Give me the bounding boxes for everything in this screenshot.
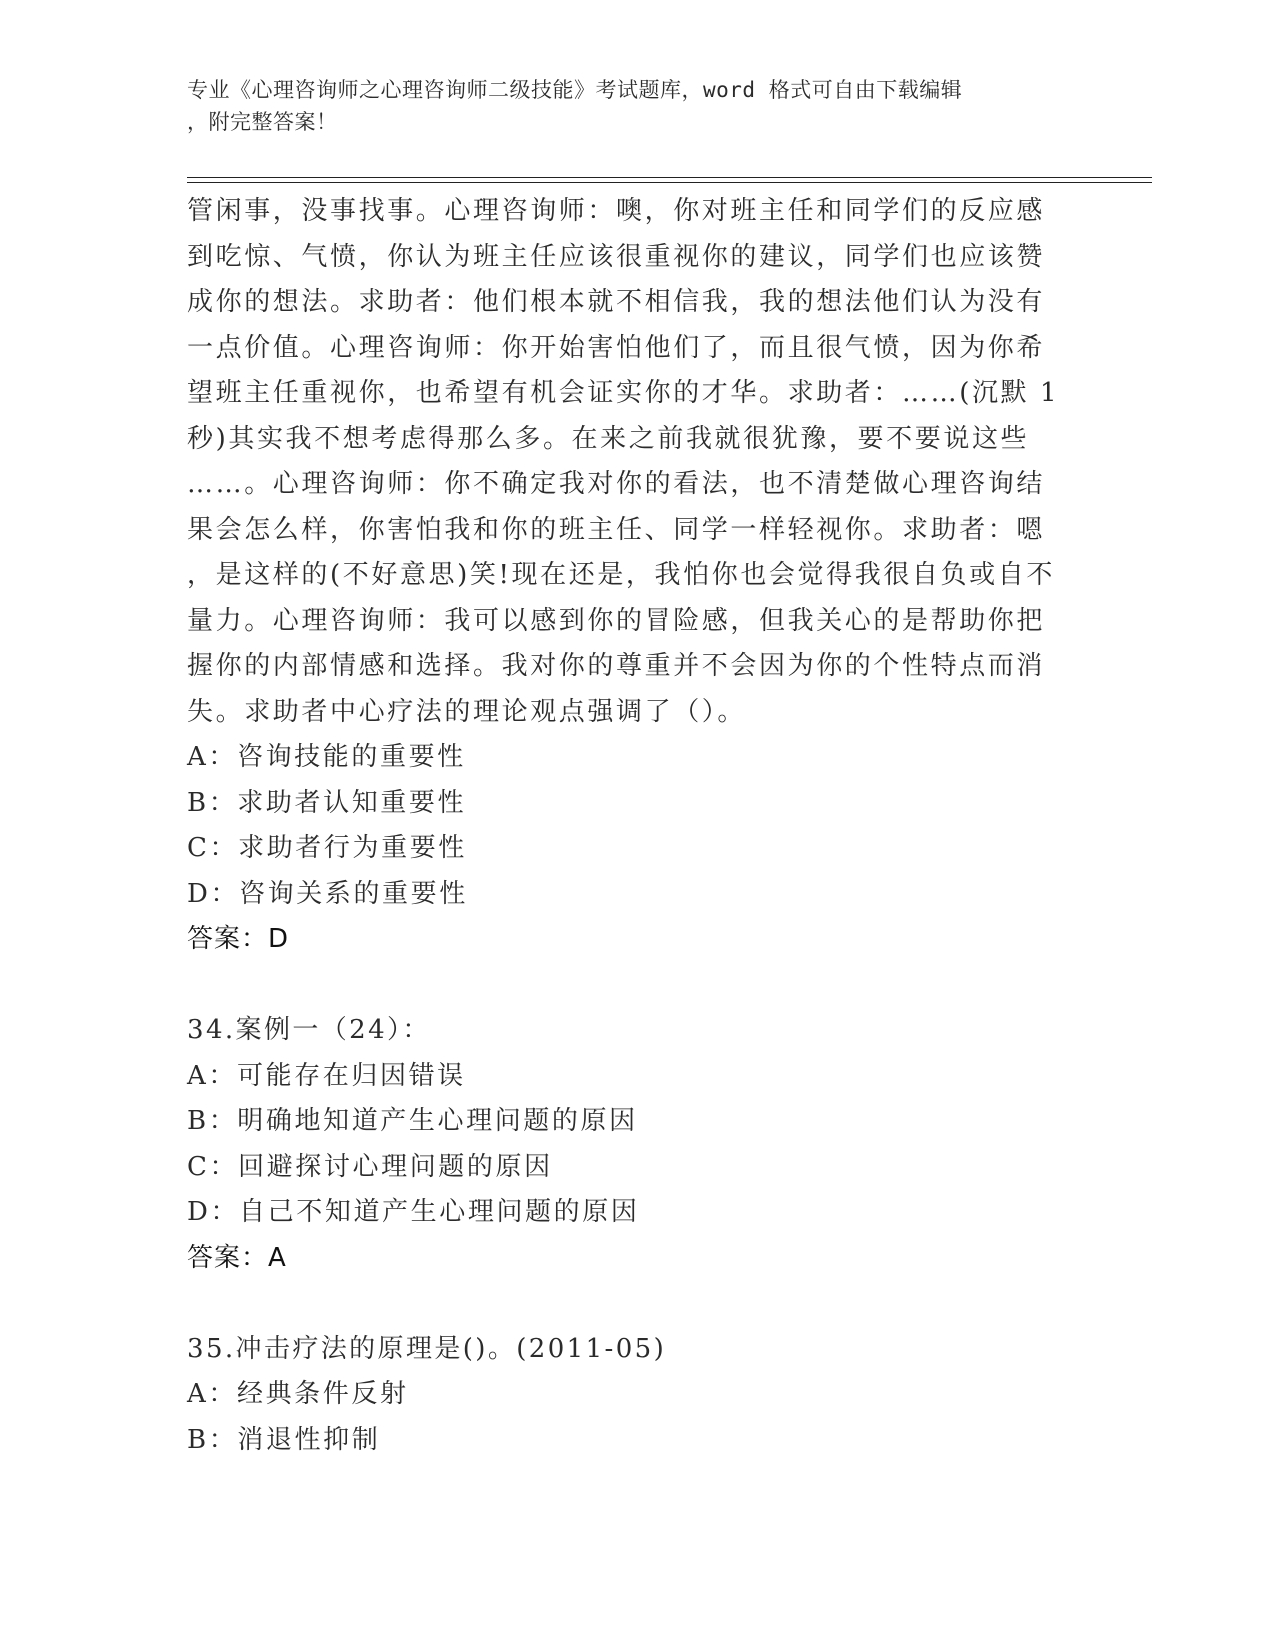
question-stem-line: 量力。心理咨询师：我可以感到你的冒险感，但我关心的是帮助你把: [187, 605, 1046, 636]
spacer: [187, 963, 1087, 1009]
question-title: 35.冲击疗法的原理是()。(2011-05): [187, 1333, 667, 1364]
option-a: A：可能存在归因错误: [187, 1060, 466, 1091]
option-c: C：回避探讨心理问题的原因: [187, 1151, 553, 1182]
option-a: A：经典条件反射: [187, 1379, 409, 1409]
question-stem-line: 秒)其实我不想考虑得那么多。在来之前我就很犹豫，要不要说这些: [187, 423, 1030, 454]
question-title: 34.案例一（24）：: [187, 1015, 431, 1045]
option-b: B：求助者认知重要性: [187, 787, 467, 818]
header-divider-top: [187, 177, 1152, 178]
option-c: C：求助者行为重要性: [187, 833, 467, 863]
answer-label: 答案：A: [187, 1242, 287, 1273]
question-stem-line: 失。求助者中心疗法的理论观点强调了（）。: [187, 696, 747, 727]
page-header: [187, 74, 1067, 138]
document-body: [187, 189, 1087, 1463]
question-stem-line: 成你的想法。求助者：他们根本就不相信我，我的想法他们认为没有: [187, 287, 1046, 317]
question-34: [187, 1008, 1087, 1281]
option-a: A：咨询技能的重要性: [187, 742, 466, 772]
header-divider-bottom: [187, 182, 1152, 183]
question-stem-line: 望班主任重视你，也希望有机会证实你的才华。求助者：……(沉默 1: [187, 378, 1060, 408]
option-b: B：消退性抑制: [187, 1424, 381, 1455]
answer-label: 答案：D: [187, 924, 290, 954]
question-stem-line: 管闲事，没事找事。心理咨询师：噢，你对班主任和同学们的反应感: [187, 196, 1046, 226]
question-stem-line: 握你的内部情感和选择。我对你的尊重并不会因为你的个性特点而消: [187, 651, 1046, 681]
question-33: [187, 189, 1087, 963]
header-line-1: 专业《心理咨询师之心理咨询师二级技能》考试题库，word 格式可自由下载编辑: [187, 78, 963, 102]
question-stem-line: ……。心理咨询师：你不确定我对你的看法，也不清楚做心理咨询结: [187, 469, 1046, 499]
question-35: [187, 1327, 1087, 1464]
option-b: B：明确地知道产生心理问题的原因: [187, 1106, 638, 1136]
option-d: D：咨询关系的重要性: [187, 878, 468, 909]
question-stem-line: 到吃惊、气愤，你认为班主任应该很重视你的建议，同学们也应该赞: [187, 241, 1046, 272]
spacer: [187, 1281, 1087, 1327]
question-stem-line: 果会怎么样，你害怕我和你的班主任、同学一样轻视你。求助者：嗯: [187, 514, 1046, 545]
question-stem-line: ，是这样的(不好意思)笑!现在还是，我怕你也会觉得我很自负或自不: [187, 560, 1055, 590]
option-d: D：自己不知道产生心理问题的原因: [187, 1197, 640, 1227]
question-stem-line: 一点价值。心理咨询师：你开始害怕他们了，而且很气愤，因为你希: [187, 332, 1046, 363]
header-line-2: ，附完整答案！: [187, 110, 338, 134]
